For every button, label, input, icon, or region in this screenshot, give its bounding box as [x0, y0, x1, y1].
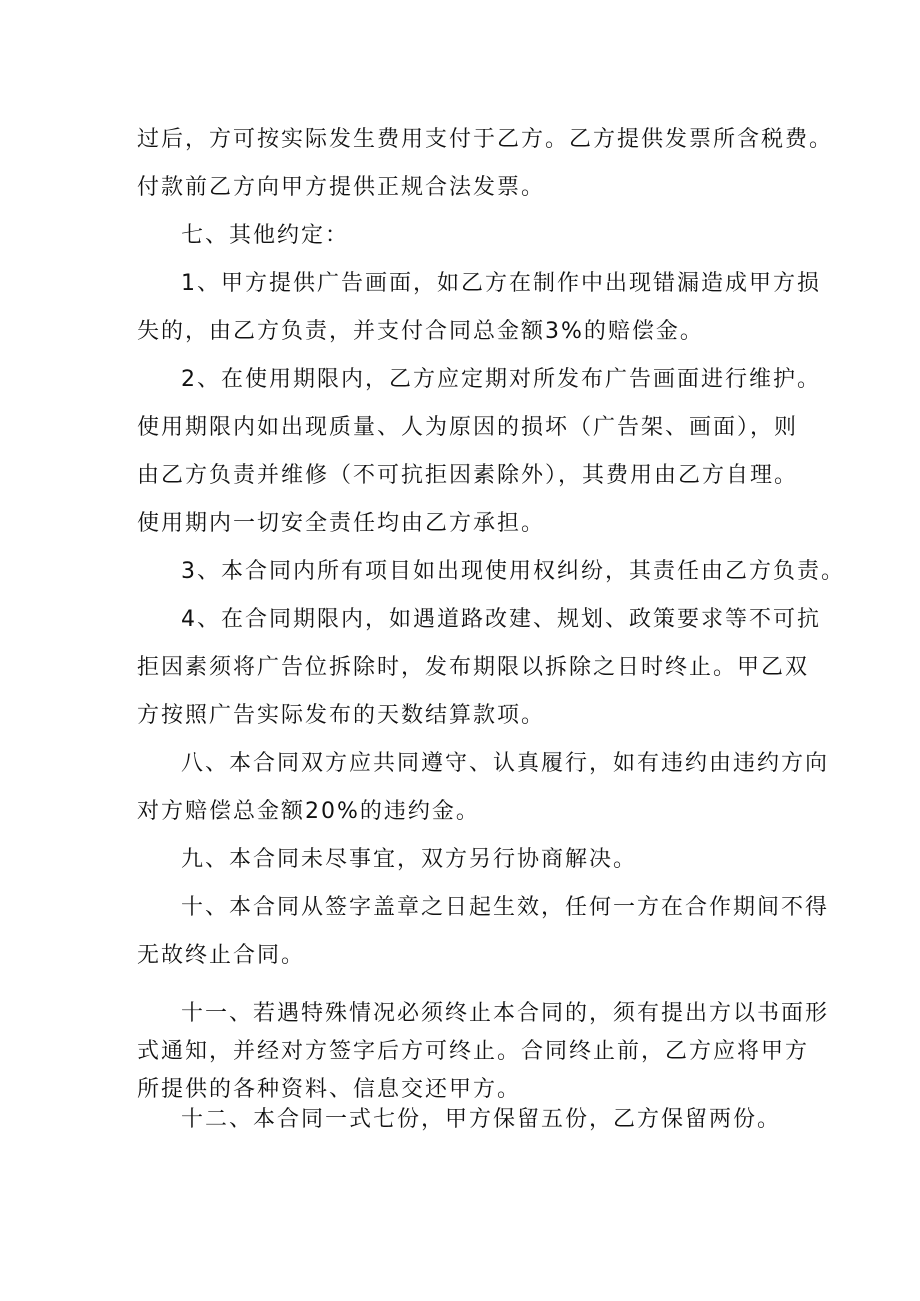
contract-body — [137, 116, 845, 980]
contract-body-continued — [137, 995, 830, 1109]
contract-body-final — [137, 1096, 797, 1144]
text-line: 十二、本合同一式七份，甲方保留五份，乙方保留两份。 — [181, 1107, 782, 1132]
text-line: 付款前乙方向甲方提供正规合法发票。 — [137, 175, 546, 200]
text-line: 使用期内一切安全责任均由乙方承担。 — [137, 511, 546, 536]
text-line: 八、本合同双方应共同遵守、认真履行，如有违约由违约方向 — [181, 751, 830, 776]
text-line: 对方赔偿总金额20%的违约金。 — [137, 799, 480, 824]
text-line: 方按照广告实际发布的天数结算款项。 — [137, 703, 546, 728]
text-line: 4、在合同期限内，如遇道路改建、规划、政策要求等不可抗 — [181, 607, 821, 632]
text-line: 过后，方可按实际发生费用支付于乙方。乙方提供发票所含税费。 — [137, 127, 834, 152]
text-line: 1、甲方提供广告画面，如乙方在制作中出现错漏造成甲方损 — [181, 271, 821, 296]
section-heading: 七、其他约定： — [181, 223, 350, 248]
text-line: 3、本合同内所有项目如出现使用权纠纷，其责任由乙方负责。 — [181, 559, 845, 584]
text-line: 无故终止合同。 — [137, 943, 306, 968]
text-line: 使用期限内如出现质量、人为原因的损坏（广告架、画面），则 — [137, 415, 799, 440]
text-line: 十、本合同从签字盖章之日起生效，任何一方在合作期间不得 — [181, 895, 830, 920]
text-line: 十一、若遇特殊情况必须终止本合同的，须有提出方以书面形 — [181, 1001, 830, 1026]
text-line: 式通知，并经对方签字后方可终止。合同终止前，乙方应将甲方 — [137, 1039, 810, 1064]
text-line: 失的，由乙方负责，并支付合同总金额3%的赔偿金。 — [137, 319, 704, 344]
text-line: 由乙方负责并维修（不可抗拒因素除外），其费用由乙方自理。 — [137, 463, 799, 488]
text-line: 所提供的各种资料、信息交还甲方。 — [137, 1077, 522, 1102]
text-line: 拒因素须将广告位拆除时，发布期限以拆除之日时终止。甲乙双 — [137, 655, 810, 680]
text-line: 2、在使用期限内，乙方应定期对所发布广告画面进行维护。 — [181, 367, 821, 392]
text-line: 九、本合同未尽事宜，双方另行协商解决。 — [181, 847, 638, 872]
